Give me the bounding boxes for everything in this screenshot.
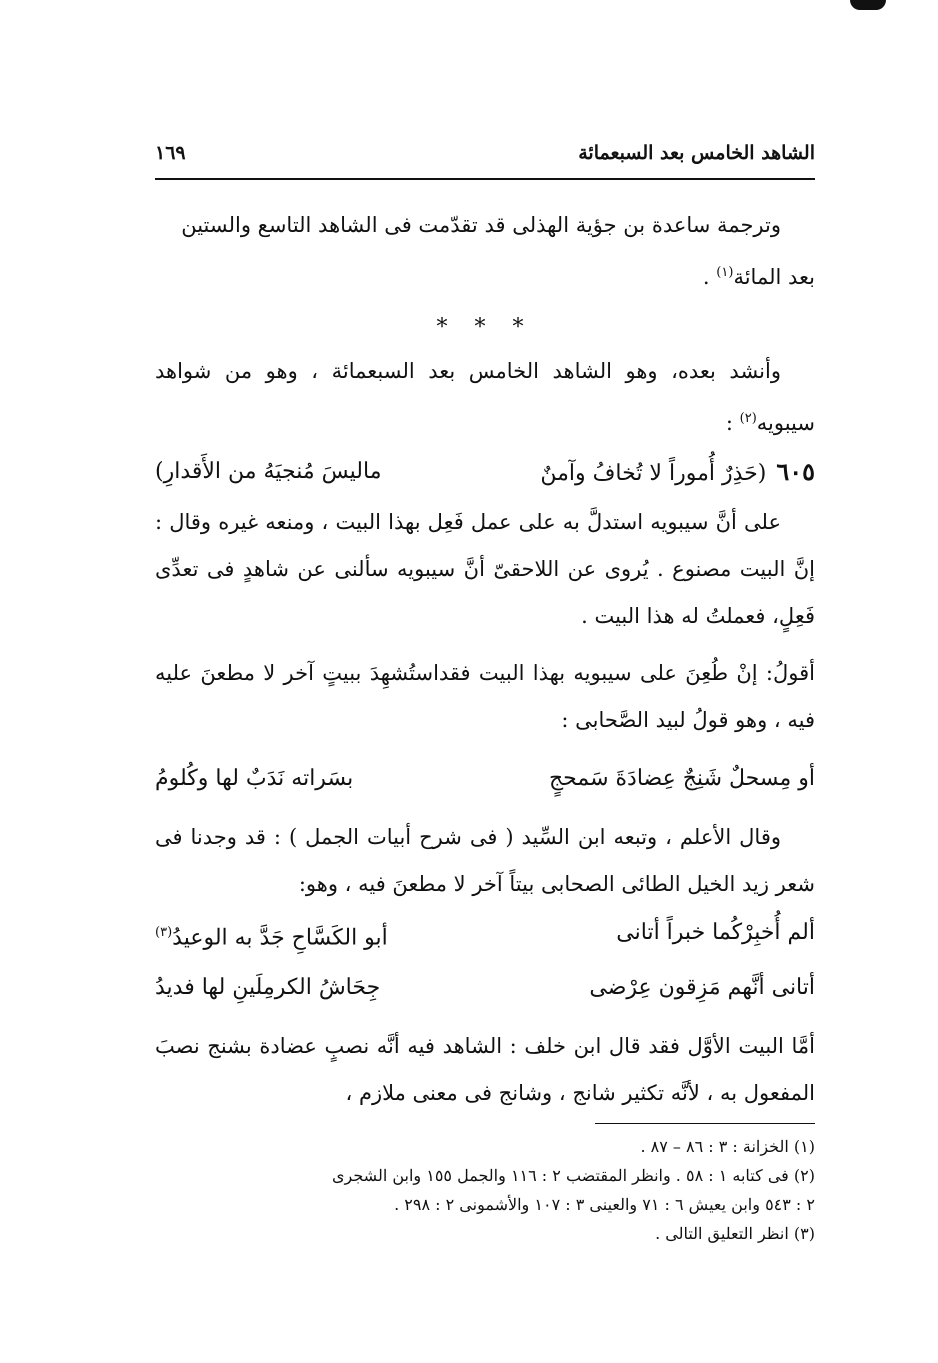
verse-zayd-1-second-hemistich <box>155 908 485 963</box>
verse-zayd-1-first: ألم أُخبِرْكُما خبراً أتانى <box>616 920 815 945</box>
main-verse-first-hemistich <box>485 447 815 499</box>
page-header <box>155 120 815 180</box>
lead-text: وأنشد بعده، وهو الشاهد الخامس بعد السبعمائة ، وهو من شواهد سيبويه <box>155 359 815 435</box>
verse-zayd-1 <box>155 908 815 963</box>
footnote-ref-1: (١) <box>716 265 734 280</box>
main-verse <box>155 447 815 499</box>
footnote-3: (٣) انظر التعليق التالى . <box>655 1224 815 1244</box>
footnote-2: (٢) فى كتابه ١ : ٥٨ . وانظر المقتضب ٢ : ١١٦ والجمل ١٥٥ وابن الشجرى <box>331 1166 815 1186</box>
paragraph-4: أمَّا البيت الأوَّل فقد قال ابن خلف : الشاهد فيه أنَّه نصبٍ عضادة بشنج نصبَ المفعول به ، لأنَّه تكثير شانج ، وشانج فى معنى ملازم ، <box>155 1034 815 1106</box>
book-page <box>155 120 815 1248</box>
footnote-1: (١) الخزانة : ٣ : ٨٦ – ٨٧ . <box>640 1137 815 1157</box>
main-verse-first-text: (حَذِرٌ أُموراً لا تُخافُ وآمنٌ <box>540 461 767 486</box>
verse-zayd-1-second: أبو الكَسَّاحِ جَدَّ به الوعيدُ <box>172 925 388 951</box>
lead-paragraph <box>155 348 815 447</box>
verse-number: ٦٠٥ <box>776 457 815 486</box>
footnote-ref-2: (٢) <box>739 411 757 426</box>
paragraph-3: وقال الأعلم ، وتبعه ابن السِّيد ( فى شرح أبيات الجمل ) : قد وجدنا فى شعر زيد الخيل الطائى الصحابى بيتاً آخر لا مطعنَ فيه ، وهو: <box>155 825 815 896</box>
verse-zayd-2-second: جِحَاشُ الكرمِلَينِ لها فديدُ <box>155 975 381 1001</box>
verse-labid-first: أو مِسحلٌ شَنِجٌ عِضادَةَ سَمحجٍ <box>548 766 815 791</box>
page-number: ١٦٩ <box>155 142 186 164</box>
verse-labid <box>155 754 815 804</box>
footnote-2-continued: ٢ : ٥٤٣ وابن يعيش ٦ : ٧١ والعينى ٣ : ١٠٧ والأشمونى ٢ : ٢٩٨ . <box>394 1195 815 1215</box>
intro-end: . <box>702 265 710 289</box>
lead-end: : <box>725 411 733 435</box>
verse-zayd-2-first: أتانى أنَّهم مَزِقون عِرْضى <box>589 975 815 1001</box>
paragraph-1: على أنَّ سيبويه استدلَّ به على عمل فَعِل بهذا البيت ، ومنعه غيره وقال : إنَّ البيت مصنوع . يُروى عن اللاحقىّ أنَّ سيبويه سألنى عن شاهدٍ فى تعدِّى فَعِلٍ، فعملتُ له هذا البيت . <box>155 510 815 628</box>
footnote-ref-3: (٣) <box>155 925 173 940</box>
paragraph-2: أقولُ: إنْ طُعِنَ على سيبويه بهذا البيت فقداستُشهِدَ ببيتٍ آخر لا مطعنَ عليه فيه ، وهو قولُ لبيد الصَّحابى : <box>155 661 815 732</box>
verse-zayd-2 <box>155 963 815 1013</box>
intro-line-2: بعد المائة <box>733 265 815 289</box>
intro-line-1: وترجمة ساعدة بن جؤية الهذلى قد تقدّمت فى الشاهد التاسع والستين <box>181 213 781 237</box>
main-verse-second-hemistich: ماليسَ مُنجيَهُ من الأَقدارِ) <box>155 459 382 484</box>
section-separator: * * * <box>436 315 534 340</box>
running-title: الشاهد الخامس بعد السبعمائة <box>578 142 815 164</box>
verse-labid-second: بسَراته نَدَبٌ لها وكُلومُ <box>155 766 354 791</box>
footnote-divider <box>595 1123 815 1124</box>
page-corner-mark <box>850 0 886 10</box>
intro-paragraph <box>155 202 815 301</box>
